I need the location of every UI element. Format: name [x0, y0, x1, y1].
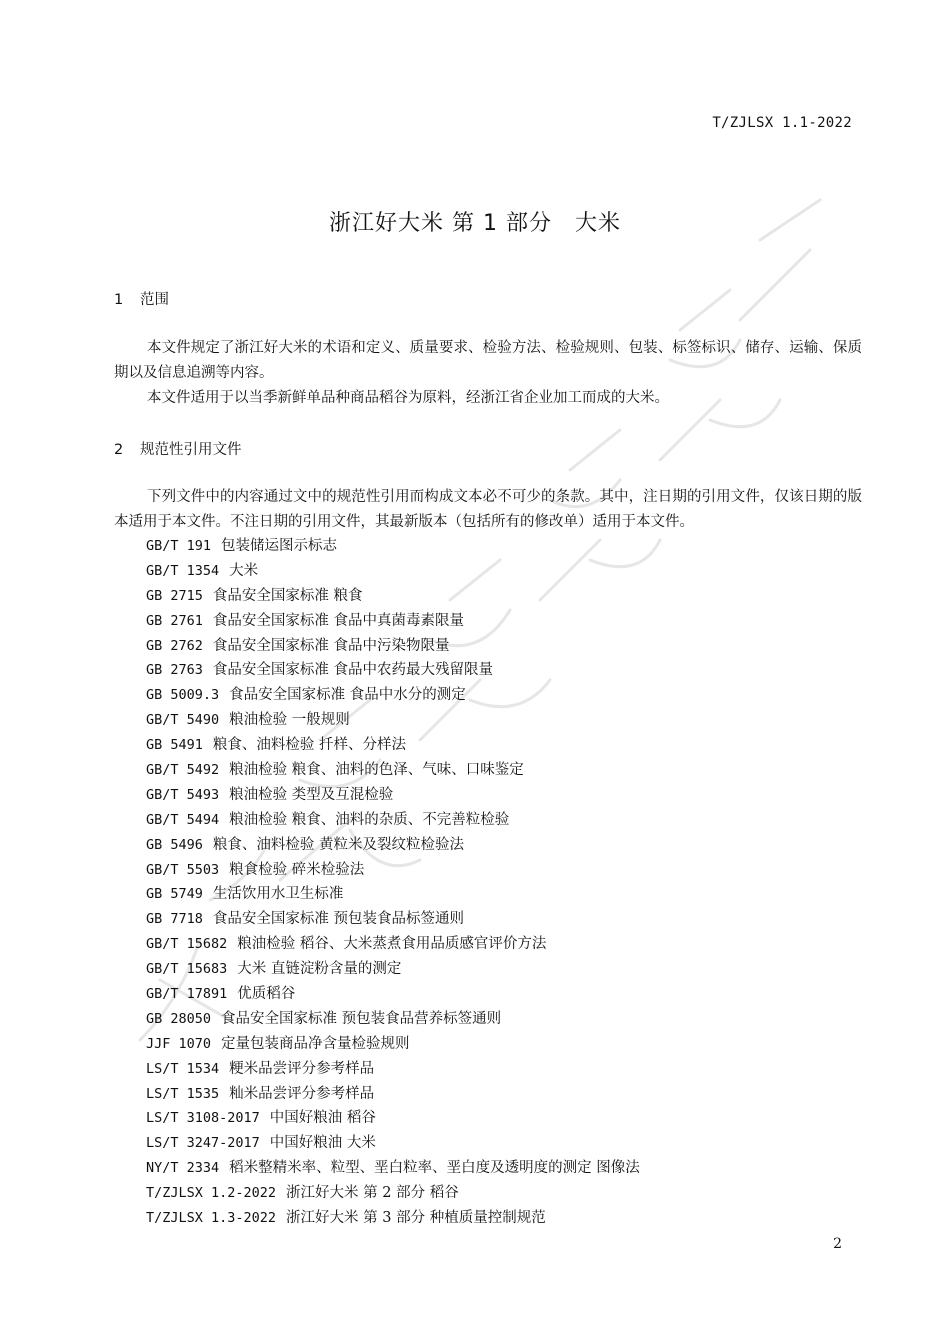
reference-item — [146, 609, 640, 634]
reference-code: T/ZJLSX 1.3-2022 — [146, 1210, 277, 1227]
reference-code: GB/T 17891 — [146, 986, 228, 1003]
reference-name: 食品安全国家标准 预包装食品标签通则 — [212, 911, 465, 928]
reference-name: 食品安全国家标准 食品中农药最大残留限量 — [212, 662, 494, 679]
reference-code: GB/T 5503 — [146, 861, 220, 878]
section-title: 范围 — [140, 292, 169, 308]
reference-item — [146, 1106, 640, 1131]
reference-code: GB 5491 — [146, 737, 203, 754]
reference-code: GB 2762 — [146, 637, 203, 654]
reference-name: 粮食检验 碎米检验法 — [229, 861, 365, 878]
reference-code: GB/T 15682 — [146, 936, 228, 953]
reference-item — [146, 1082, 640, 1107]
reference-name: 优质稻谷 — [237, 986, 296, 1003]
reference-name: 浙江好大米 第 2 部分 稻谷 — [286, 1185, 459, 1202]
reference-item — [146, 833, 640, 858]
reference-name: 食品安全国家标准 预包装食品营养标签通则 — [221, 1010, 502, 1027]
reference-name: 中国好粮油 大米 — [269, 1135, 376, 1152]
reference-code: GB 2763 — [146, 662, 203, 679]
document-code: T/ZJLSX 1.1-2022 — [712, 115, 852, 131]
section-heading-scope — [114, 288, 169, 309]
reference-code: GB 7718 — [146, 911, 203, 928]
document-title: 浙江好大米 第 1 部分 大米 — [329, 211, 621, 236]
reference-name: 食品安全国家标准 食品中污染物限量 — [212, 637, 450, 654]
reference-name: 籼米品尝评分参考样品 — [229, 1085, 375, 1102]
reference-code: LS/T 3247-2017 — [146, 1135, 260, 1152]
scope-paragraph-2: 本文件适用于以当季新鲜单品种商品稻谷为原料，经浙江省企业加工而成的大米。 — [147, 390, 669, 406]
reference-name: 大米 — [229, 562, 259, 579]
reference-code: GB 5496 — [146, 836, 203, 853]
reference-code: JJF 1070 — [146, 1035, 212, 1052]
reference-name: 粳米品尝评分参考样品 — [229, 1060, 375, 1077]
reference-item — [146, 1181, 640, 1206]
reference-item — [146, 858, 640, 883]
reference-code: GB/T 5494 — [146, 811, 220, 828]
reference-code: GB 5009.3 — [146, 687, 220, 704]
reference-item — [146, 559, 640, 584]
reference-item — [146, 1032, 640, 1057]
reference-item — [146, 1206, 640, 1231]
reference-item — [146, 783, 640, 808]
reference-code: GB/T 191 — [146, 538, 212, 554]
reference-item — [146, 708, 640, 733]
reference-item — [146, 634, 640, 659]
reference-code: GB/T 5493 — [146, 786, 220, 803]
reference-code: GB/T 15683 — [146, 961, 228, 978]
reference-code: NY/T 2334 — [146, 1160, 220, 1177]
reference-item — [146, 808, 640, 833]
reference-item — [146, 683, 640, 708]
reference-name: 大米 直链淀粉含量的测定 — [237, 961, 402, 978]
reference-item — [146, 1057, 640, 1082]
references-intro-paragraph: 下列文件中的内容通过文中的规范性引用而构成文本必不可少的条款。其中，注日期的引用文件，仅该日期的版本适用于本文件。不注日期的引用文件，其最新版本（包括所有的修改单）适用于本文件。 — [114, 489, 862, 530]
reference-item — [146, 1007, 640, 1032]
reference-name: 粮食、油料检验 黄粒米及裂纹粒检验法 — [212, 836, 465, 853]
reference-code: T/ZJLSX 1.2-2022 — [146, 1185, 277, 1202]
reference-item — [146, 982, 640, 1007]
section-number: 1 — [114, 292, 124, 308]
section-number: 2 — [114, 442, 124, 458]
reference-code: GB 28050 — [146, 1010, 212, 1027]
reference-code: LS/T 1534 — [146, 1060, 220, 1077]
section-heading-normative-references — [114, 438, 242, 459]
reference-item — [146, 534, 640, 559]
reference-code: LS/T 3108-2017 — [146, 1110, 260, 1127]
reference-code: LS/T 1535 — [146, 1085, 220, 1102]
reference-item — [146, 882, 640, 907]
reference-code: GB 2761 — [146, 612, 203, 629]
reference-name: 粮油检验 稻谷、大米蒸煮食用品质感官评价方法 — [237, 936, 547, 953]
reference-name: 粮油检验 类型及互混检验 — [229, 786, 394, 803]
reference-code: GB 5749 — [146, 886, 203, 903]
reference-code: GB/T 5492 — [146, 762, 220, 779]
reference-item — [146, 658, 640, 683]
reference-name: 粮油检验 粮食、油料的杂质、不完善粒检验 — [229, 811, 510, 828]
reference-item — [146, 584, 640, 609]
reference-name: 稻米整精米率、粒型、垩白粒率、垩白度及透明度的测定 图像法 — [229, 1160, 640, 1177]
reference-item — [146, 932, 640, 957]
reference-name: 浙江好大米 第 3 部分 种植质量控制规范 — [286, 1210, 546, 1227]
reference-name: 定量包装商品净含量检验规则 — [221, 1035, 410, 1052]
reference-item — [146, 1156, 640, 1181]
reference-name: 食品安全国家标准 食品中真菌毒素限量 — [212, 612, 465, 629]
reference-item — [146, 957, 640, 982]
reference-item — [146, 758, 640, 783]
page-number: 2 — [833, 1236, 842, 1252]
reference-name: 食品安全国家标准 粮食 — [212, 587, 363, 604]
reference-name: 食品安全国家标准 食品中水分的测定 — [229, 687, 466, 704]
reference-list — [146, 534, 640, 1231]
section-title: 规范性引用文件 — [140, 442, 242, 458]
reference-item — [146, 1131, 640, 1156]
reference-name: 粮食、油料检验 扦样、分样法 — [212, 737, 407, 754]
reference-name: 粮油检验 粮食、油料的色泽、气味、口味鉴定 — [229, 762, 524, 779]
scope-paragraph-1: 本文件规定了浙江好大米的术语和定义、质量要求、检验方法、检验规则、包装、标签标识、储存、运输、保质期以及信息追溯等内容。 — [114, 340, 862, 381]
reference-name: 粮油检验 一般规则 — [229, 712, 350, 729]
reference-code: GB/T 1354 — [146, 562, 220, 579]
reference-name: 生活饮用水卫生标准 — [212, 886, 344, 903]
reference-code: GB/T 5490 — [146, 712, 220, 729]
reference-item — [146, 733, 640, 758]
reference-code: GB 2715 — [146, 587, 203, 604]
reference-name: 包装储运图示标志 — [221, 538, 338, 554]
reference-item — [146, 907, 640, 932]
reference-name: 中国好粮油 稻谷 — [269, 1110, 376, 1127]
